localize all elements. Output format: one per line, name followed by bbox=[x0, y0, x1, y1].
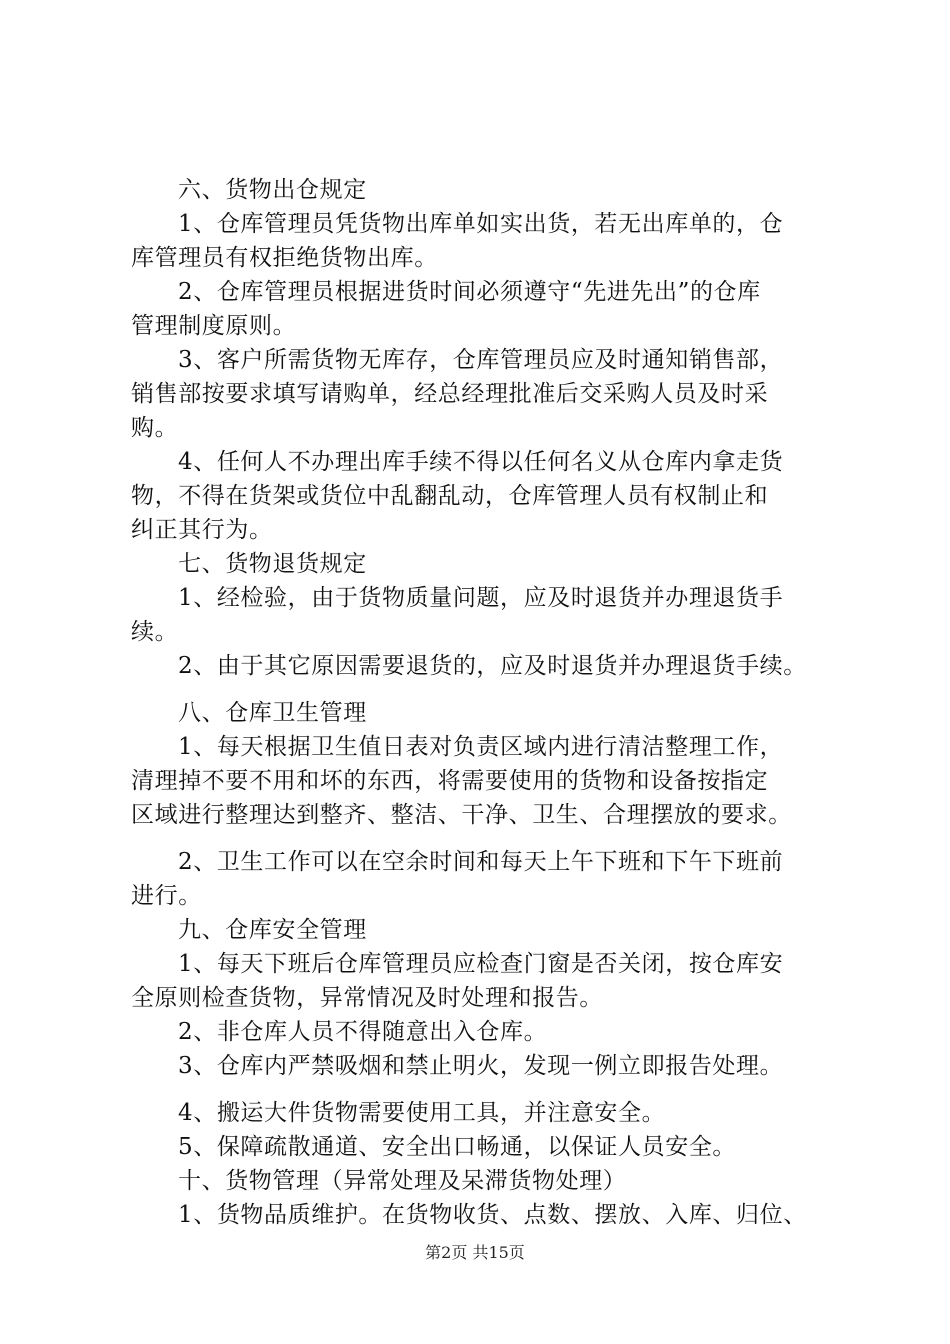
section-heading-7: 七、货物退货规定 bbox=[178, 551, 367, 577]
paragraph-line: 物，不得在货架或货位中乱翻乱动，仓库管理人员有权制止和 bbox=[131, 483, 769, 509]
paragraph-line: 5、保障疏散通道、安全出口畅通，以保证人员安全。 bbox=[178, 1134, 737, 1160]
paragraph-line: 4、任何人不办理出库手续不得以任何名义从仓库内拿走货 bbox=[178, 449, 784, 475]
page-footer: 第2页 共15页 bbox=[425, 1243, 525, 1262]
paragraph-line: 2、仓库管理员根据进货时间必须遵守“先进先出”的仓库 bbox=[178, 279, 761, 305]
paragraph-line: 清理掉不要不用和坏的东西，将需要使用的货物和设备按指定 bbox=[131, 768, 769, 794]
paragraph-line: 2、卫生工作可以在空余时间和每天上午下班和下午下班前 bbox=[178, 849, 784, 875]
paragraph-line: 库管理员有权拒绝货物出库。 bbox=[131, 245, 438, 271]
paragraph-line: 1、经检验，由于货物质量问题，应及时退货并办理退货手 bbox=[178, 585, 784, 611]
section-heading-8: 八、仓库卫生管理 bbox=[178, 700, 367, 726]
paragraph-line: 1、每天下班后仓库管理员应检查门窗是否关闭，按仓库安 bbox=[178, 951, 784, 977]
paragraph-line: 1、仓库管理员凭货物出库单如实出货，若无出库单的，仓 bbox=[178, 211, 784, 237]
paragraph-line: 全原则检查货物，异常情况及时处理和报告。 bbox=[131, 985, 603, 1011]
section-heading-6: 六、货物出仓规定 bbox=[178, 177, 367, 203]
paragraph-line: 4、搬运大件货物需要使用工具，并注意安全。 bbox=[178, 1100, 666, 1126]
paragraph-line: 1、每天根据卫生值日表对负责区域内进行清洁整理工作， bbox=[178, 734, 784, 760]
paragraph-line: 销售部按要求填写请购单，经总经理批准后交采购人员及时采 bbox=[131, 381, 769, 407]
paragraph-line: 2、非仓库人员不得随意出入仓库。 bbox=[178, 1019, 548, 1045]
paragraph-line: 3、客户所需货物无库存，仓库管理员应及时通知销售部， bbox=[178, 347, 784, 373]
section-heading-9: 九、仓库安全管理 bbox=[178, 917, 367, 943]
paragraph-line: 续。 bbox=[131, 619, 179, 645]
section-heading-10: 十、货物管理（异常处理及呆滞货物处理） bbox=[178, 1168, 627, 1194]
paragraph-line: 区域进行整理达到整齐、整洁、干净、卫生、合理摆放的要求。 bbox=[131, 802, 792, 828]
paragraph-line: 纠正其行为。 bbox=[131, 517, 273, 543]
paragraph-line: 购。 bbox=[131, 415, 179, 441]
paragraph-line: 进行。 bbox=[131, 883, 202, 909]
paragraph-line: 3、仓库内严禁吸烟和禁止明火，发现一例立即报告处理。 bbox=[178, 1053, 784, 1079]
paragraph-line: 管理制度原则。 bbox=[131, 313, 297, 339]
paragraph-line: 2、由于其它原因需要退货的，应及时退货并办理退货手续。 bbox=[178, 653, 807, 679]
paragraph-line: 1、货物品质维护。在货物收货、点数、摆放、入库、归位、 bbox=[178, 1202, 807, 1228]
